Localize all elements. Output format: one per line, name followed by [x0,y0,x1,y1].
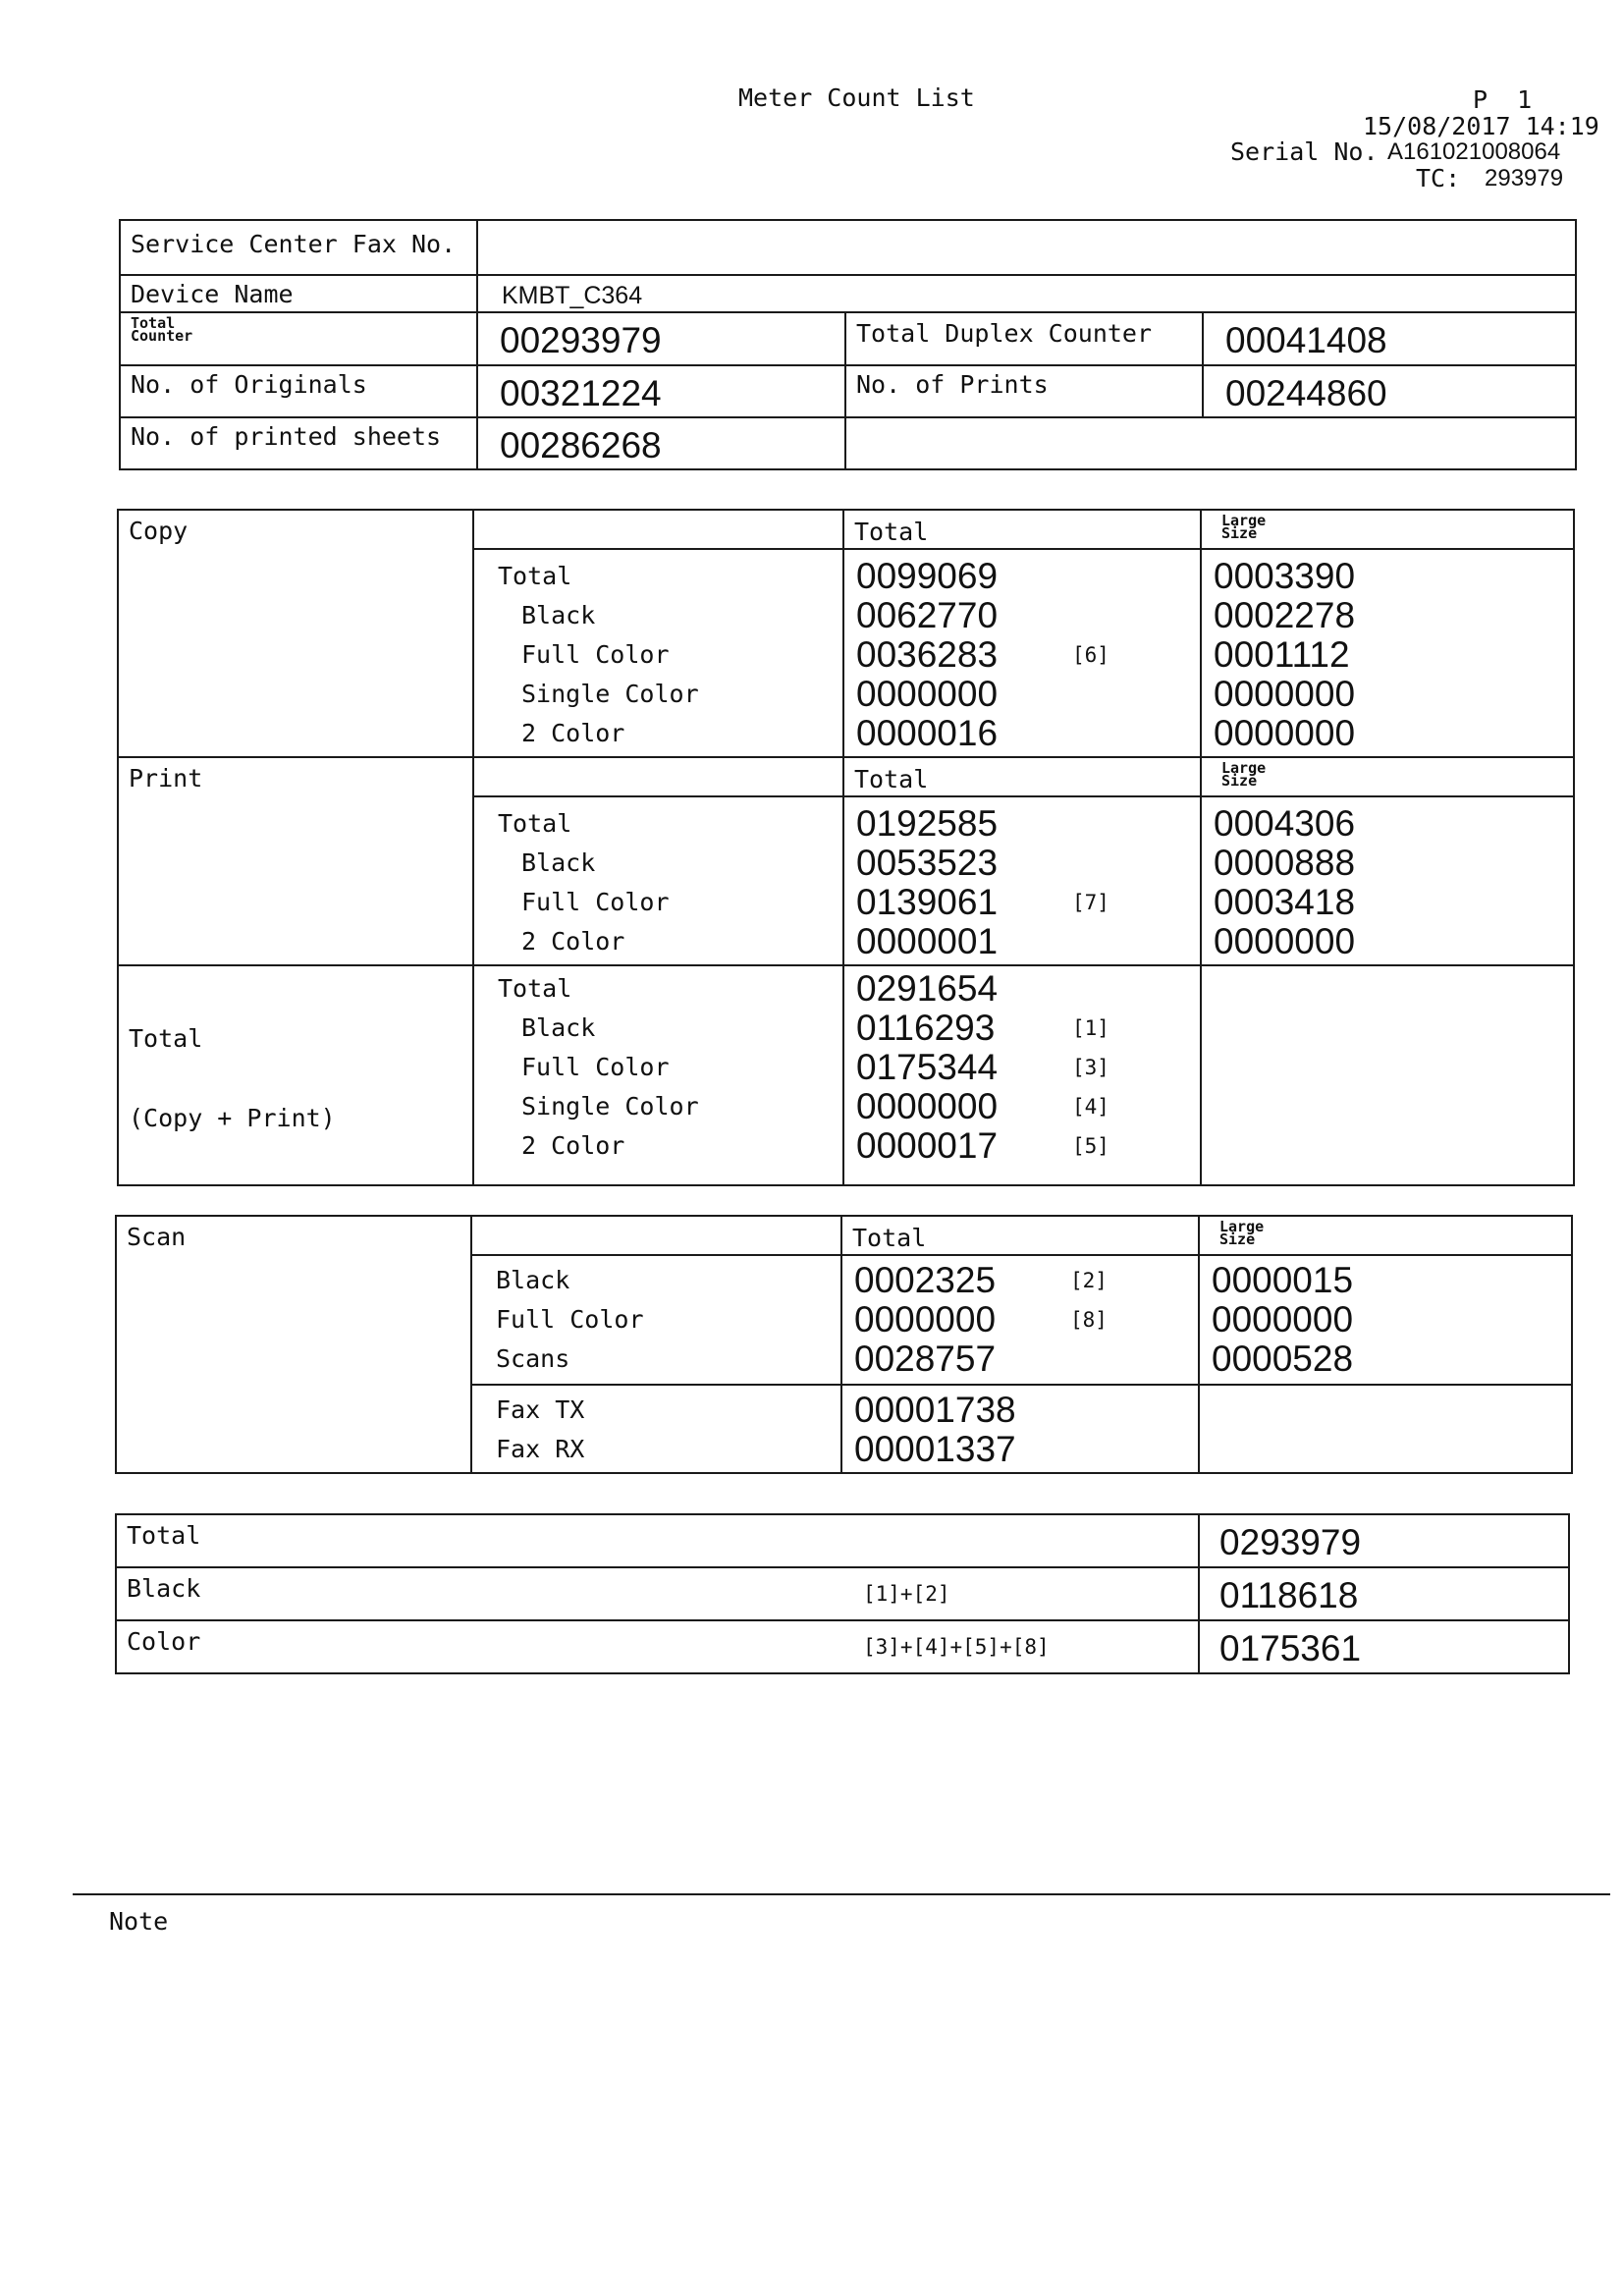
row-label-line [472,1339,840,1378]
row-large-value: 0001112 [1214,634,1350,675]
serial-label: Serial No. [1230,137,1379,166]
summary-total-row [116,1514,1569,1567]
large-size-line2: Size [1221,524,1258,542]
row-large-value: 0002278 [1214,595,1356,635]
row-total-line [844,1047,1200,1086]
row-label-line [474,882,842,921]
scan-header-row [116,1216,1572,1255]
row-label: Black [521,601,596,629]
row-label: Black [521,848,596,877]
row-total-value: 0000016 [856,713,999,753]
row-label: Black [496,1266,570,1294]
print-row-large [1202,797,1573,960]
copy-large-size-column-header [1202,511,1573,540]
row-total-line [844,921,1200,960]
row-label-line [474,1047,842,1086]
row-label: 2 Color [521,1131,625,1160]
row-total-line [844,843,1200,882]
copy-row-large [1202,550,1573,752]
originals-row [120,365,1576,417]
row-large-value: 0003390 [1214,556,1356,596]
row-total-value: 0036283 [856,634,999,675]
row-large-line [1202,595,1573,634]
row-total-value: 0062770 [856,595,999,635]
row-label: Black [521,1013,596,1042]
row-total-line [844,634,1200,674]
row-reference: [2] [1070,1269,1108,1292]
copy-section-label: Copy [129,517,189,545]
row-label-line [474,674,842,713]
large-size-line2: Size [1219,1230,1256,1248]
row-label-line [474,1086,842,1125]
row-total-value: 0116293 [856,1008,996,1048]
row-reference: [4] [1072,1095,1109,1119]
row-large-line [1202,803,1573,843]
row-large-value: 0004306 [1214,803,1356,844]
row-label: Total [498,809,572,838]
row-large-value: 0003418 [1214,882,1356,922]
row-label: Single Color [521,1092,699,1121]
row-total-line [844,882,1200,921]
summary-color-value: 0175361 [1219,1628,1362,1668]
originals-value: 00321224 [500,373,662,413]
row-total-value: 0192585 [856,803,999,844]
printed-sheets-value: 00286268 [500,425,662,465]
row-label-line [472,1429,840,1468]
row-label: Full Color [521,1053,670,1081]
copy-row-totals [844,550,1200,752]
tc-label: TC: [1416,164,1461,192]
row-reference: [5] [1072,1134,1109,1158]
row-large-value: 0000015 [1212,1260,1354,1300]
row-total-line [844,1125,1200,1165]
row-reference: [1] [1072,1016,1109,1040]
large-size-line2: Size [1221,772,1258,790]
row-large-line [1202,674,1573,713]
total-counter-label-line1: Total [131,314,176,332]
row-label-line [474,713,842,752]
row-total-line [842,1260,1198,1299]
row-label: Full Color [496,1305,644,1334]
row-label-line [474,1125,842,1165]
row-total-line [844,803,1200,843]
page-number: P 1 [1473,85,1533,114]
row-large-line [1202,843,1573,882]
row-total-value: 0099069 [856,556,999,596]
row-total-line [844,1086,1200,1125]
fax-row-labels [472,1386,840,1468]
row-large-line [1200,1299,1571,1339]
copy-print-row-totals [844,966,1200,1165]
row-large-value: 0000000 [1214,713,1356,753]
summary-color-formula: [3]+[4]+[5]+[8] [863,1635,1050,1659]
row-total-line [844,595,1200,634]
row-label: Single Color [521,680,699,708]
page-title: Meter Count List [738,83,975,112]
row-large-line [1202,634,1573,674]
row-total-value: 0053523 [856,843,999,883]
copy-print-table [117,509,1575,1186]
copy-print-total-row [118,965,1574,1185]
row-total-line [842,1339,1198,1378]
device-name-label: Device Name [131,280,294,308]
row-total-value: 0291654 [856,968,999,1009]
row-label-line [474,968,842,1008]
copy-row-labels [474,550,842,752]
total-duplex-value: 00041408 [1225,320,1387,360]
copy-print-label-line2: (Copy + Print) [129,1104,336,1132]
row-reference: [3] [1072,1056,1109,1079]
row-total-value: 00001337 [854,1429,1016,1469]
row-label: Full Color [521,888,670,916]
total-counter-row [120,312,1576,365]
row-total-value: 0000000 [856,1086,999,1126]
row-total-value: 0000001 [856,921,999,961]
summary-color-row [116,1620,1569,1673]
scan-row-totals [842,1256,1198,1378]
row-label: Fax RX [496,1435,585,1463]
service-fax-row [120,220,1576,275]
large-size-line1: Large [1221,512,1267,529]
device-info-table [119,219,1577,470]
scan-row-labels [472,1256,840,1378]
row-label-line [474,843,842,882]
row-total-line [844,674,1200,713]
row-label-line [472,1299,840,1339]
tc-value: 293979 [1485,165,1564,191]
originals-label: No. of Originals [131,370,367,399]
row-large-line [1200,1339,1571,1378]
row-total-value: 0000000 [856,674,999,714]
scan-total-column-header: Total [852,1224,927,1252]
printed-sheets-label: No. of printed sheets [131,422,442,451]
note-label: Note [109,1907,169,1936]
report-datetime: 15/08/2017 14:19 [1363,112,1599,140]
serial-value: A161021008064 [1387,138,1561,165]
row-large-value: 0000000 [1214,921,1356,961]
summary-color-label: Color [127,1627,201,1656]
row-total-line [842,1390,1198,1429]
scan-row-large [1200,1256,1571,1378]
row-reference: [8] [1070,1308,1108,1332]
row-total-value: 0000017 [856,1125,999,1166]
row-label-line [474,556,842,595]
scan-table [115,1215,1573,1474]
row-reference: [7] [1072,891,1109,914]
large-size-line1: Large [1219,1218,1265,1235]
summary-black-label: Black [127,1574,201,1603]
summary-total-value: 0293979 [1219,1522,1362,1562]
row-label-line [474,1008,842,1047]
total-duplex-label: Total Duplex Counter [856,319,1153,348]
summary-black-value: 0118618 [1219,1575,1359,1615]
copy-header-row [118,510,1574,549]
row-total-line [842,1299,1198,1339]
total-counter-label-line2: Counter [131,327,193,345]
device-name-row [120,275,1576,312]
row-total-value: 0000000 [854,1299,997,1339]
summary-black-formula: [1]+[2] [863,1582,950,1606]
row-large-line [1200,1260,1571,1299]
total-counter-label [121,313,476,343]
row-total-line [844,1008,1200,1047]
fax-row-totals [842,1386,1198,1468]
row-large-line [1202,556,1573,595]
service-fax-label: Service Center Fax No. [131,230,457,258]
print-section-label: Print [129,764,203,793]
row-total-value: 0028757 [854,1339,997,1379]
note-divider [73,1893,1610,1895]
row-large-value: 0000888 [1214,843,1356,883]
scan-section-label: Scan [127,1223,187,1251]
summary-table [115,1513,1570,1674]
row-label-line [474,803,842,843]
prints-label: No. of Prints [856,370,1049,399]
row-label: 2 Color [521,927,625,956]
total-counter-value: 00293979 [500,320,662,360]
row-label-line [474,595,842,634]
print-row-labels [474,797,842,960]
print-header-row [118,757,1574,796]
copy-print-label-line1: Total [129,1024,203,1053]
large-size-line1: Large [1221,759,1267,777]
row-label-line [472,1260,840,1299]
printed-sheets-row [120,417,1576,469]
row-label: Full Color [521,640,670,669]
row-label: Total [498,562,572,590]
row-large-value: 0000528 [1212,1339,1354,1379]
row-total-line [842,1429,1198,1468]
row-total-value: 0139061 [856,882,999,922]
row-total-value: 0002325 [854,1260,997,1300]
row-total-line [844,968,1200,1008]
row-large-line [1202,882,1573,921]
row-label: Total [498,974,572,1003]
scan-large-size-column-header [1200,1217,1571,1246]
row-label: Scans [496,1344,570,1373]
print-row-totals [844,797,1200,960]
row-large-line [1202,713,1573,752]
row-large-value: 0000000 [1212,1299,1354,1339]
row-total-line [844,713,1200,752]
row-reference: [6] [1072,643,1109,667]
copy-print-section-label [119,966,472,1184]
row-label: Fax TX [496,1395,585,1424]
print-large-size-column-header [1202,758,1573,788]
row-total-value: 00001738 [854,1390,1016,1430]
copy-print-row-labels [474,966,842,1165]
summary-total-label: Total [127,1521,201,1550]
row-label-line [472,1390,840,1429]
print-total-column-header: Total [854,765,929,793]
row-label: 2 Color [521,719,625,747]
prints-value: 00244860 [1225,373,1387,413]
copy-total-column-header: Total [854,518,929,546]
row-large-line [1202,921,1573,960]
summary-black-row [116,1567,1569,1620]
device-name-value: KMBT_C364 [502,282,643,309]
row-total-line [844,556,1200,595]
row-label-line [474,921,842,960]
row-large-value: 0000000 [1214,674,1356,714]
row-total-value: 0175344 [856,1047,999,1087]
row-label-line [474,634,842,674]
